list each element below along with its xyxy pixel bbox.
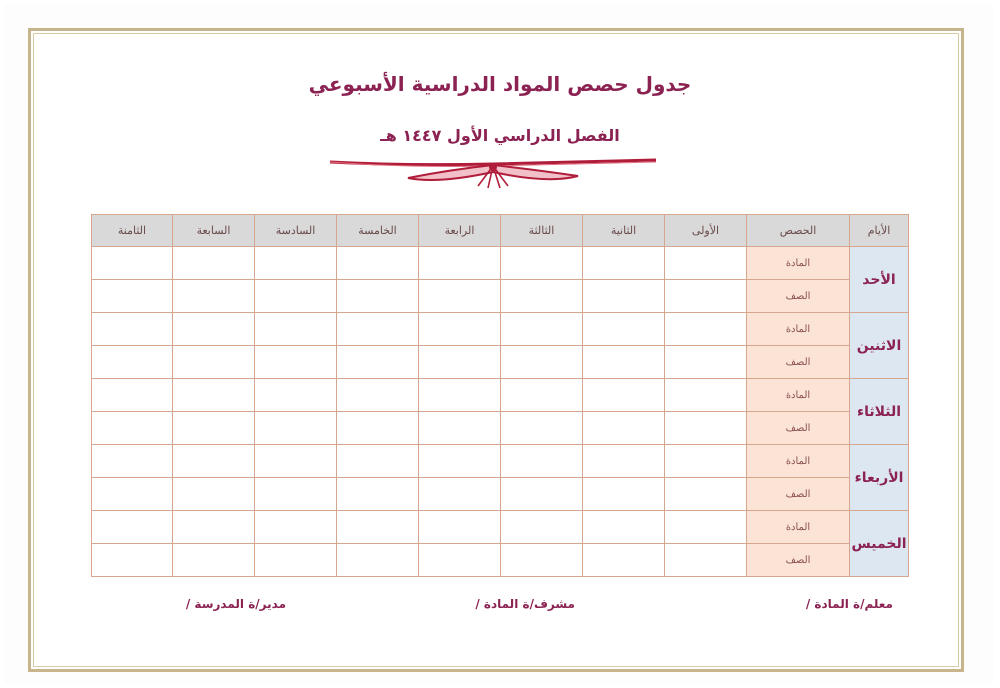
header-period-3: الثالثة: [501, 215, 583, 247]
day-cell: الأربعاء: [850, 445, 909, 511]
day-cell: الخميس: [850, 511, 909, 577]
schedule-cell[interactable]: [255, 280, 337, 313]
schedule-cell[interactable]: [173, 313, 255, 346]
ribbon-ornament: [328, 152, 658, 192]
header-period-5: الخامسة: [337, 215, 419, 247]
schedule-cell[interactable]: [92, 478, 173, 511]
schedule-cell[interactable]: [92, 247, 173, 280]
header-period-1: الأولى: [665, 215, 747, 247]
header-period-7: السابعة: [173, 215, 255, 247]
schedule-cell[interactable]: [665, 511, 747, 544]
schedule-cell[interactable]: [419, 379, 501, 412]
schedule-cell[interactable]: [255, 346, 337, 379]
schedule-cell[interactable]: [665, 445, 747, 478]
table-row: [92, 445, 909, 478]
schedule-cell[interactable]: [173, 379, 255, 412]
subject-label-cell: المادة: [747, 247, 850, 280]
schedule-table: [91, 214, 909, 577]
schedule-cell[interactable]: [501, 478, 583, 511]
schedule-cell[interactable]: [583, 445, 665, 478]
schedule-cell[interactable]: [501, 412, 583, 445]
schedule-cell[interactable]: [665, 247, 747, 280]
class-label-cell: الصف: [747, 346, 850, 379]
schedule-cell[interactable]: [255, 478, 337, 511]
schedule-cell[interactable]: [255, 445, 337, 478]
schedule-cell[interactable]: [255, 412, 337, 445]
schedule-cell[interactable]: [501, 379, 583, 412]
schedule-cell[interactable]: [583, 313, 665, 346]
subject-label-cell: المادة: [747, 379, 850, 412]
schedule-cell[interactable]: [337, 544, 419, 577]
header-row: [92, 215, 909, 247]
schedule-cell[interactable]: [501, 445, 583, 478]
signature-line: [0, 597, 1000, 617]
header-days: الأيام: [850, 215, 909, 247]
schedule-cell[interactable]: [501, 346, 583, 379]
schedule-cell[interactable]: [337, 511, 419, 544]
schedule-cell[interactable]: [419, 247, 501, 280]
schedule-cell[interactable]: [337, 379, 419, 412]
schedule-cell[interactable]: [255, 247, 337, 280]
subject-label-cell: المادة: [747, 511, 850, 544]
table-row: [92, 280, 909, 313]
schedule-cell[interactable]: [583, 478, 665, 511]
subject-label-cell: المادة: [747, 445, 850, 478]
schedule-cell[interactable]: [92, 280, 173, 313]
table-row: [92, 511, 909, 544]
schedule-cell[interactable]: [337, 247, 419, 280]
schedule-cell[interactable]: [419, 280, 501, 313]
schedule-cell[interactable]: [92, 379, 173, 412]
page-title: جدول حصص المواد الدراسية الأسبوعي: [308, 72, 692, 96]
day-cell: الأحد: [850, 247, 909, 313]
table-row: [92, 247, 909, 280]
schedule-cell[interactable]: [173, 445, 255, 478]
schedule-cell[interactable]: [173, 544, 255, 577]
schedule-cell[interactable]: [419, 544, 501, 577]
schedule-cell[interactable]: [583, 412, 665, 445]
schedule-cell[interactable]: [583, 346, 665, 379]
header-period-6: السادسة: [255, 215, 337, 247]
subject-label-cell: المادة: [747, 313, 850, 346]
class-label-cell: الصف: [747, 412, 850, 445]
schedule-cell[interactable]: [92, 511, 173, 544]
class-label-cell: الصف: [747, 478, 850, 511]
schedule-cell[interactable]: [501, 511, 583, 544]
schedule-cell[interactable]: [337, 412, 419, 445]
schedule-cell[interactable]: [173, 511, 255, 544]
schedule-cell[interactable]: [337, 313, 419, 346]
schedule-cell[interactable]: [583, 511, 665, 544]
header-period-4: الرابعة: [419, 215, 501, 247]
schedule-cell[interactable]: [337, 445, 419, 478]
schedule-cell[interactable]: [501, 247, 583, 280]
schedule-cell[interactable]: [501, 544, 583, 577]
schedule-cell[interactable]: [419, 478, 501, 511]
schedule-cell[interactable]: [255, 511, 337, 544]
schedule-cell[interactable]: [173, 478, 255, 511]
supervisor-signature: مشرف/ة المادة /: [475, 597, 575, 611]
header-period-8: الثامنة: [92, 215, 173, 247]
table-row: [92, 412, 909, 445]
class-label-cell: الصف: [747, 280, 850, 313]
schedule-cell[interactable]: [501, 313, 583, 346]
schedule-cell[interactable]: [665, 346, 747, 379]
schedule-cell[interactable]: [255, 544, 337, 577]
schedule-cell[interactable]: [665, 544, 747, 577]
schedule-cell[interactable]: [92, 346, 173, 379]
schedule-cell[interactable]: [92, 313, 173, 346]
class-label-cell: الصف: [747, 544, 850, 577]
schedule-cell[interactable]: [665, 478, 747, 511]
schedule-cell[interactable]: [92, 445, 173, 478]
schedule-cell[interactable]: [665, 313, 747, 346]
schedule-cell[interactable]: [337, 346, 419, 379]
schedule-cell[interactable]: [419, 511, 501, 544]
schedule-cell[interactable]: [419, 445, 501, 478]
schedule-cell[interactable]: [173, 346, 255, 379]
principal-signature: مدير/ة المدرسة /: [185, 597, 286, 611]
schedule-cell[interactable]: [419, 412, 501, 445]
schedule-cell[interactable]: [92, 412, 173, 445]
schedule-cell[interactable]: [337, 280, 419, 313]
schedule-cell[interactable]: [173, 247, 255, 280]
schedule-cell[interactable]: [583, 379, 665, 412]
schedule-cell[interactable]: [583, 280, 665, 313]
table-row: [92, 346, 909, 379]
schedule-cell[interactable]: [501, 280, 583, 313]
schedule-cell[interactable]: [92, 544, 173, 577]
schedule-cell[interactable]: [337, 478, 419, 511]
table-row: [92, 478, 909, 511]
teacher-signature: معلم/ة المادة /: [805, 597, 893, 611]
header-periods: الحصص: [747, 215, 850, 247]
schedule-cell[interactable]: [255, 313, 337, 346]
schedule-cell[interactable]: [419, 346, 501, 379]
schedule-cell[interactable]: [665, 379, 747, 412]
schedule-cell[interactable]: [665, 280, 747, 313]
schedule-cell[interactable]: [419, 313, 501, 346]
day-cell: الاثنين: [850, 313, 909, 379]
schedule-cell[interactable]: [583, 544, 665, 577]
table-row: [92, 379, 909, 412]
schedule-cell[interactable]: [583, 247, 665, 280]
schedule-cell[interactable]: [255, 379, 337, 412]
page-subtitle: الفصل الدراسي الأول ١٤٤٧ هـ: [380, 126, 620, 145]
schedule-cell[interactable]: [665, 412, 747, 445]
header-period-2: الثانية: [583, 215, 665, 247]
table-row: [92, 544, 909, 577]
day-cell: الثلاثاء: [850, 379, 909, 445]
schedule-cell[interactable]: [173, 280, 255, 313]
table-row: [92, 313, 909, 346]
schedule-cell[interactable]: [173, 412, 255, 445]
